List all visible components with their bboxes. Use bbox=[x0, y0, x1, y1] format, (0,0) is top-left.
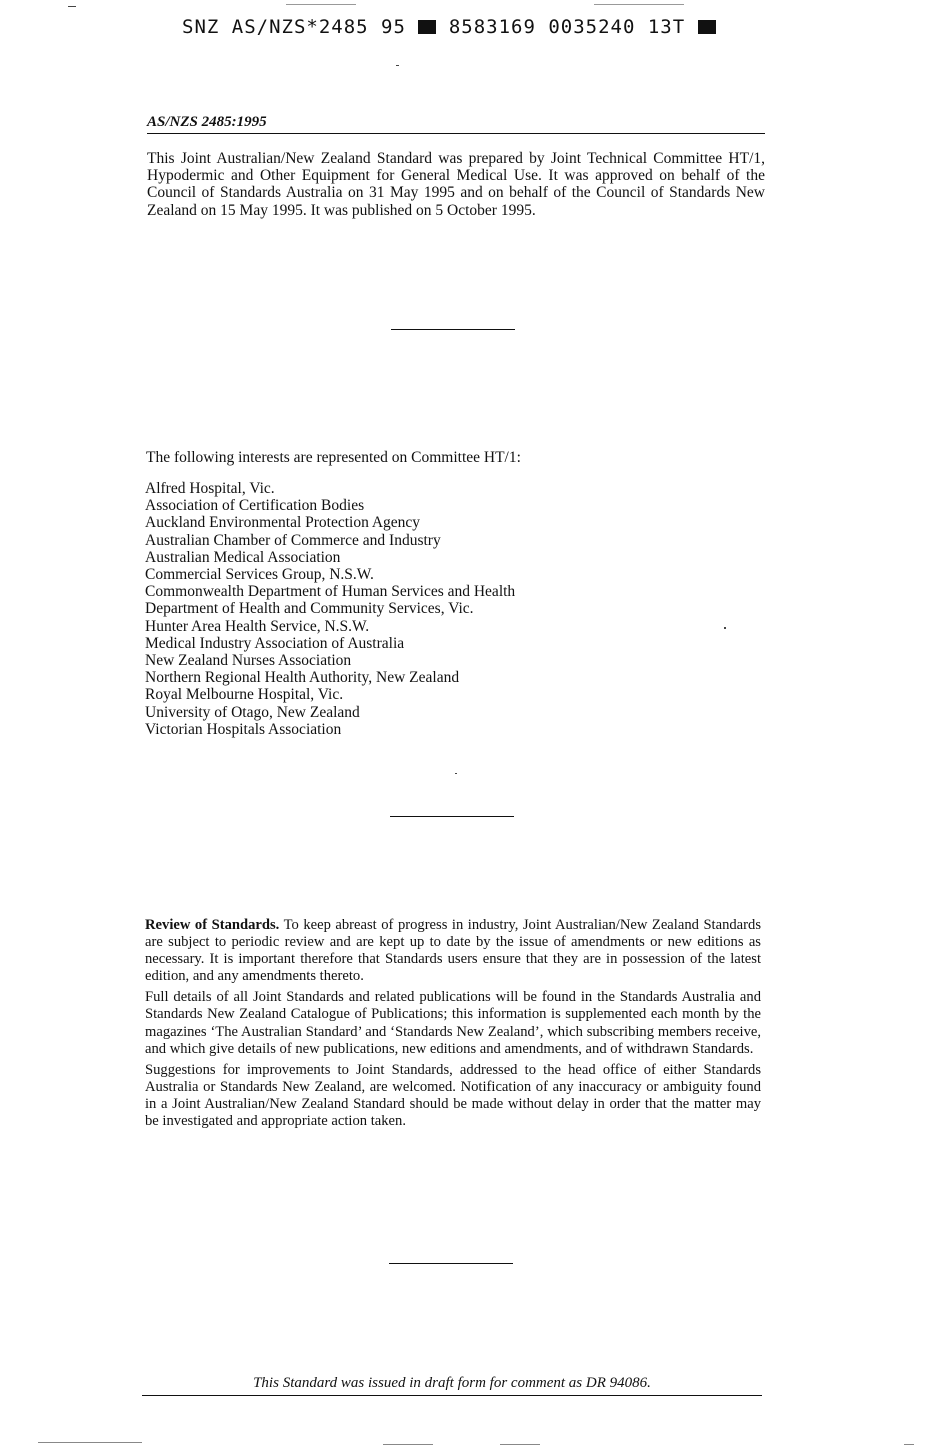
committee-member: University of Otago, New Zealand bbox=[145, 703, 360, 721]
committee-member: New Zealand Nurses Association bbox=[145, 652, 352, 670]
committee-member: Australian Chamber of Commerce and Industry bbox=[145, 531, 441, 549]
draft-note: This Standard was issued in draft form for comment as DR 94086. bbox=[142, 1375, 762, 1396]
committee-member: Department of Health and Community Services, Vic. bbox=[145, 600, 474, 618]
review-paragraph-3: Suggestions for improvements to Joint Standards, addressed to the head office of either Standards Australia or Standards New Zealand, are welcomed. Notification of any inaccuracy or ambiguity found in a Joint Australian/New Zealand Standard should be made without delay in order that the matter may be investigated and appropriate action taken. bbox=[145, 1061, 761, 1130]
scan-speck bbox=[383, 1444, 433, 1445]
scan-speck bbox=[724, 627, 726, 629]
committee-member: Hunter Area Health Service, N.S.W. bbox=[145, 617, 370, 635]
scan-speck bbox=[286, 4, 356, 5]
committee-member: Alfred Hospital, Vic. bbox=[145, 480, 275, 497]
committee-member: Royal Melbourne Hospital, Vic. bbox=[145, 686, 344, 704]
scan-speck bbox=[500, 1444, 540, 1445]
section-divider bbox=[389, 1263, 513, 1264]
committee-member-list bbox=[145, 480, 515, 738]
review-heading: Review of Standards. bbox=[145, 917, 280, 933]
committee-member: Association of Certification Bodies bbox=[145, 497, 365, 515]
section-divider bbox=[391, 329, 515, 330]
committee-member: Auckland Environmental Protection Agency bbox=[145, 514, 421, 532]
review-of-standards-section bbox=[145, 917, 761, 1134]
scan-speck bbox=[38, 1442, 142, 1443]
review-paragraph-1 bbox=[145, 917, 761, 985]
scan-speck bbox=[904, 1444, 914, 1445]
document-header-code bbox=[182, 16, 742, 38]
review-paragraph-2: Full details of all Joint Standards and related publications will be found in the Standards Australia and Standards New Zealand Catalogue of Publications; this information is supplemented each month by the magazines ‘The Australian Standard’ and ‘Standards New Zealand’, which subscribing members receive, and which give details of new publications, new editions and amendments, and of withdrawn Standards. bbox=[145, 989, 761, 1057]
section-divider bbox=[390, 816, 514, 817]
scan-speck bbox=[396, 65, 399, 66]
scan-speck bbox=[594, 4, 684, 5]
header-code-part2: 8583169 0035240 13T bbox=[448, 16, 686, 38]
scan-speck bbox=[68, 6, 76, 7]
document-id: AS/NZS 2485:1995 bbox=[147, 114, 765, 134]
committee-member: Commonwealth Department of Human Services and Health bbox=[145, 583, 516, 601]
redaction-block bbox=[698, 20, 716, 34]
committee-member: Medical Industry Association of Australia bbox=[145, 634, 405, 652]
review-text-1: To keep abreast of progress in industry, Joint Australian/New Zealand Standards are subject to periodic review and are kept up to date by the issue of amendments or new editions as necessary. It is important therefore that Standards users ensure that they are in possession of the latest edition, and any amendments thereto. bbox=[145, 917, 761, 985]
redaction-block bbox=[418, 20, 436, 34]
committee-member: Commercial Services Group, N.S.W. bbox=[145, 566, 374, 584]
committee-intro: The following interests are represented on Committee HT/1: bbox=[146, 449, 521, 466]
committee-member: Northern Regional Health Authority, New Zealand bbox=[145, 669, 460, 687]
committee-member: Victorian Hospitals Association bbox=[145, 720, 342, 738]
committee-member: Australian Medical Association bbox=[145, 548, 341, 566]
intro-paragraph: This Joint Australian/New Zealand Standard was prepared by Joint Technical Committee HT/1, Hypodermic and Other Equipment for General Medical Use. It was approved on behalf of the Council of Standards Australia on 31 May 1995 and on behalf of the Council of Standards New Zealand on 15 May 1995. It was published on 5 October 1995. bbox=[147, 150, 765, 219]
scan-speck bbox=[455, 773, 457, 774]
header-code-part1: SNZ AS/NZS*2485 95 bbox=[182, 16, 406, 38]
